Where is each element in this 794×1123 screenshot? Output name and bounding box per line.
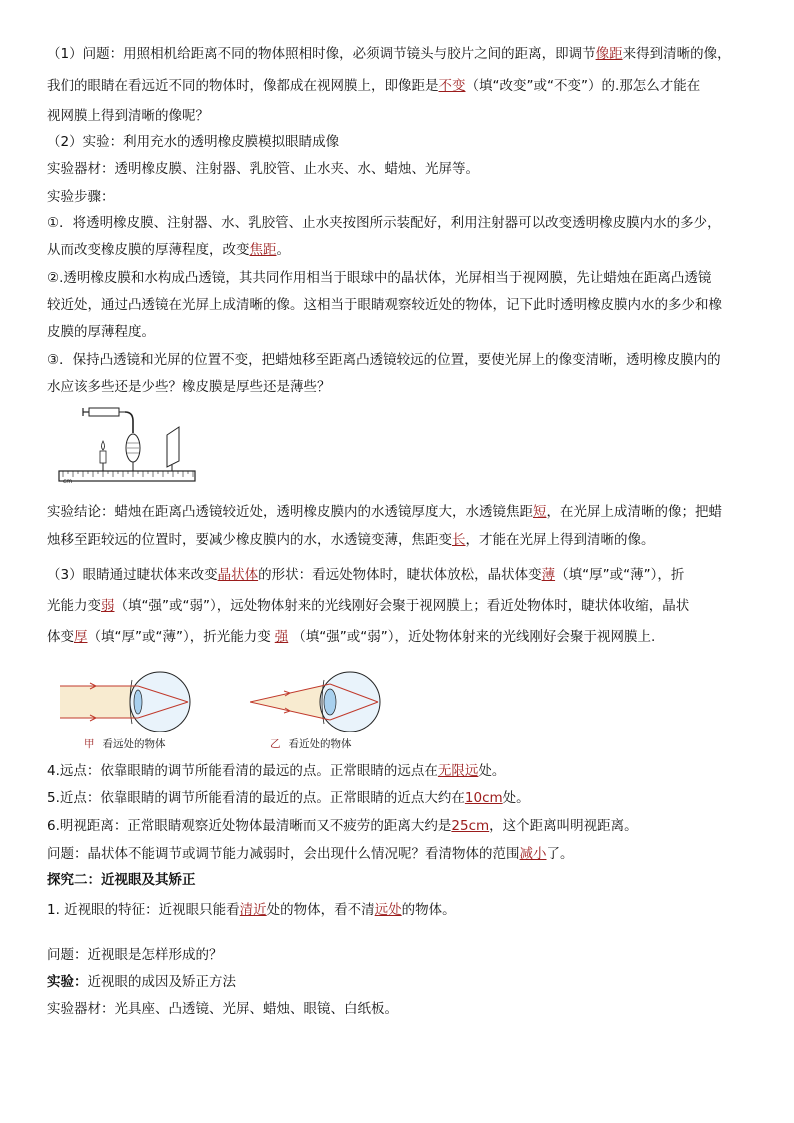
fig-tag: 甲 [84,738,95,750]
answer-image-distance: 像距 [595,46,623,62]
text: 体变 [47,629,74,645]
answer-thin: 薄 [541,567,556,583]
text: ，在光屏上成清晰的像；把蜡 [546,504,722,520]
p3-line2 [47,596,689,616]
answer-weak: 弱 [101,598,115,614]
answer-strong: 强 [274,629,289,645]
text: 6.明视距离：正常眼睛观察近处物体最清晰而又不疲劳的距离大约是 [47,818,452,834]
label: 实验： [47,974,88,990]
ruler-unit: cm [63,478,73,485]
eye-figure-far [60,662,200,732]
text: 光能力变 [47,598,101,614]
step2-line2: 较近处，通过凸透镜在光屏上成清晰的像。这相当于眼睛观察较近处的物体，记下此时透明橡皮膜内水的多少和橡 [47,297,722,313]
step1-line1: ①．将透明橡皮膜、注射器、水、乳胶管、止水夹按图所示装配好，利用注射器可以改变透明橡皮膜内水的多少， [47,215,721,231]
candle-flame [102,441,105,450]
latex-tube [125,412,133,433]
step3-line1: ③．保持凸透镜和光屏的位置不变，把蜡烛移至距离凸透镜较远的位置，要使光屏上的像变清晰，透明橡皮膜内的 [47,352,721,368]
answer-infinity: 无限远 [437,763,479,779]
p2-steps-label: 实验步骤： [47,189,115,205]
text: 从而改变橡皮膜的厚薄程度，改变 [47,242,250,258]
myopia-feature [47,900,456,920]
answer-unchanged: 不变 [438,78,466,94]
experiment-line [47,972,236,992]
text: 处。 [478,763,506,779]
section2-heading: 探究二：近视眼及其矫正 [47,872,196,888]
answer-lens: 晶状体 [217,567,259,583]
myopia-question: 问题：近视眼是怎样形成的？ [47,947,223,963]
text: 近视眼的成因及矫正方法 [87,974,236,990]
caption-text: 看近处的物体 [288,738,352,750]
text: 我们的眼睛在看远近不同的物体时，像都成在视网膜上，即像距是 [47,78,439,94]
text: 实验结论：蜡烛在距离凸透镜较近处，透明橡皮膜内的水透镜厚度大，水透镜焦距 [47,504,533,520]
text: 1. 近视眼的特征：近视眼只能看 [47,902,240,918]
crystalline-lens [324,689,336,715]
answer-focal-length: 焦距 [249,242,277,258]
text: 烛移至距较远的位置时，要减少橡皮膜内的水，水透镜变薄，焦距变 [47,532,452,548]
text: （填“强”或“弱”），近处物体射来的光线刚好会聚于视网膜上. [292,629,656,645]
caption-text: 看远处的物体 [102,738,166,750]
section2-equipment: 实验器材：光具座、凸透镜、光屏、蜡烛、眼镜、白纸板。 [47,1001,398,1017]
text: （填“强”或“弱”），远处物体射来的光线刚好会聚于视网膜上；看近处物体时，睫状体收缩，晶状 [114,598,690,614]
fig-tag: 乙 [270,738,281,750]
p1-line1 [47,44,731,64]
p2-equipment: 实验器材：透明橡皮膜、注射器、乳胶管、止水夹、水、蜡烛、光屏等。 [47,161,479,177]
text: 的物体。 [401,902,456,918]
p1-line3: 视网膜上得到清晰的像呢？ [47,108,209,124]
answer-10cm: 10cm [464,790,503,806]
light-screen [167,427,179,467]
text: 。 [276,242,290,258]
conclusion-line2 [47,530,655,550]
step1-line2 [47,240,290,260]
text: （填“厚”或“薄”），折 [555,567,685,583]
answer-reduced: 减小 [519,846,547,862]
answer-far: 远处 [374,902,402,918]
question-range [47,844,574,864]
answer-25cm: 25cm [451,818,490,834]
near-point [47,788,530,808]
syringe [89,408,119,416]
text: （填“厚”或“薄”），折光能力变 [87,629,271,645]
step2-line3: 皮膜的厚薄程度。 [47,324,155,340]
optical-bench [59,471,195,481]
answer-thick: 厚 [74,629,88,645]
text: 处的物体，看不清 [266,902,375,918]
clear-vision-distance [47,816,638,836]
answer-near-clear: 清近 [239,902,267,918]
text: ，才能在光屏上得到清晰的像。 [465,532,655,548]
candle [100,451,106,463]
far-point [47,761,505,781]
text: 了。 [546,846,574,862]
text: ，这个距离叫明视距离。 [489,818,638,834]
text: 的形状：看远处物体时，睫状体放松，晶状体变 [258,567,542,583]
answer-short: 短 [533,504,547,520]
conclusion-line1 [47,502,722,522]
p1-line2 [47,76,700,96]
text: 4.远点：依靠眼睛的调节所能看清的最远的点。正常眼睛的远点在 [47,763,438,779]
text: （1）问题：用照相机给距离不同的物体照相时像，必须调节镜头与胶片之间的距离，即调节 [47,46,596,62]
text: 来得到清晰的像， [622,46,731,62]
crystalline-lens [134,690,142,714]
text: （3）眼睛通过睫状体来改变 [47,567,218,583]
eye-caption-near [270,736,352,751]
p3-line1 [47,565,684,585]
text: 5.近点：依靠眼睛的调节所能看清的最近的点。正常眼睛的近点大约在 [47,790,465,806]
answer-long: 长 [452,532,466,548]
p2-title: （2）实验：利用充水的透明橡皮膜模拟眼睛成像 [47,134,340,150]
text: 处。 [502,790,530,806]
step3-line2: 水应该多些还是少些？橡皮膜是厚些还是薄些？ [47,379,331,395]
p3-line3 [47,627,655,647]
text: （填“改变”或“不变”）的.那怎么才能在 [465,78,701,94]
eye-figure-near [250,662,390,732]
step2-line1: ②.透明橡皮膜和水构成凸透镜，其共同作用相当于眼球中的晶状体，光屏相当于视网膜，先让蜡烛在距离凸透镜 [47,270,712,286]
text: 问题：晶状体不能调节或调节能力减弱时，会出现什么情况呢？看清物体的范围 [47,846,520,862]
apparatus-figure [55,403,200,485]
eye-caption-far [84,736,166,751]
